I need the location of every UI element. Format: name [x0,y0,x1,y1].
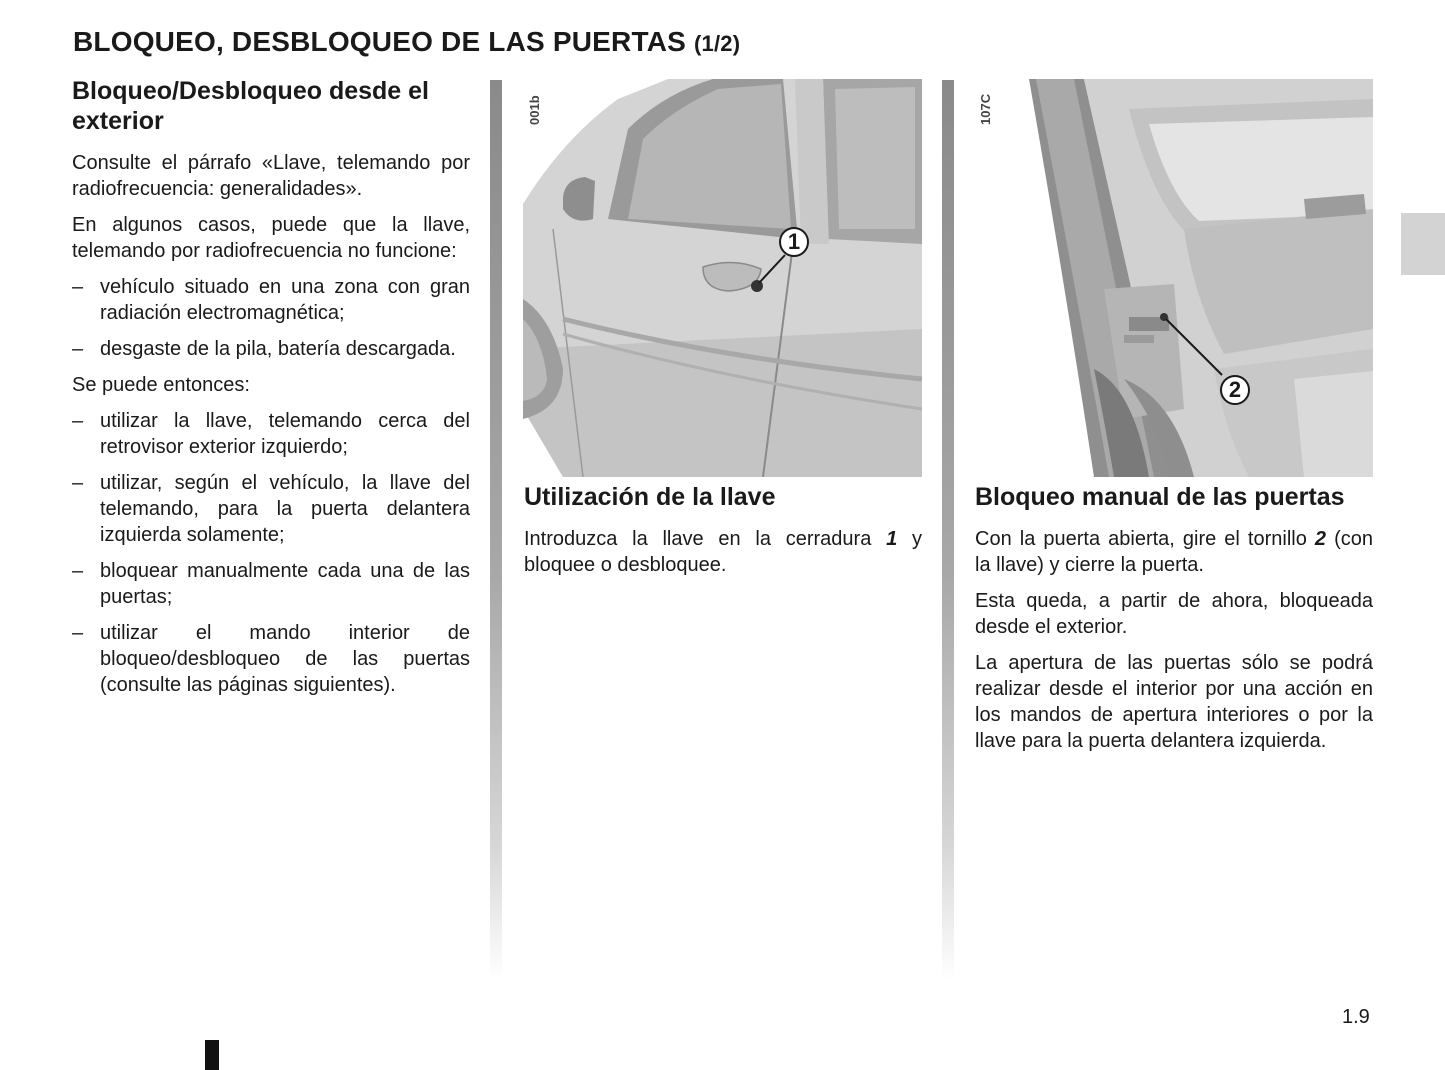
list-item-text: desgaste de la pila, batería descargada. [100,338,456,360]
door-screw-illustration [974,79,1373,477]
paragraph-turn-screw [975,526,1373,578]
figure-code: 107C [978,93,993,125]
text-part: y bloquee o desbloquee. [524,528,923,576]
list-item [72,558,470,610]
list-item [72,408,470,460]
bottom-margin-bar [205,1040,219,1070]
dash-bullet: – [72,560,84,582]
paragraph-locked: Esta queda, a partir de ahora, bloqueada desde el exterior. [975,590,1373,638]
list-item-text: vehículo situado en una zona con gran radiación electromagnética; [100,276,470,324]
list-alternatives [72,408,470,698]
column-divider [490,80,502,980]
figure-car-door-lock [523,79,922,477]
page-title-text: BLOQUEO, DESBLOQUEO DE LAS PUERTAS [73,26,686,57]
dash-bullet: – [72,338,84,360]
paragraph-insert-key [524,526,922,578]
text-part: Introduzca la llave en la cerradura [524,528,887,550]
paragraph-then: Se puede entonces: [72,374,250,396]
list-failure-causes [72,274,470,362]
list-item-text: bloquear manualmente cada una de las puertas; [100,560,470,608]
dash-bullet: – [72,472,84,494]
list-item [72,470,470,548]
text-part: Con la puerta abierta, gire el tornillo [975,528,1315,550]
text-part: (con la llave) y cierre la puerta. [975,528,1373,576]
page-number: 1.9 [1342,1006,1370,1028]
heading-exterior-locking: Bloqueo/Desbloqueo desde el exterior [72,77,429,135]
callout-screw: 2 [1220,375,1250,405]
column-exterior-locking [72,76,470,708]
column-manual-locking [975,482,1373,764]
car-door-illustration [523,79,922,477]
callout-lock: 1 [779,227,809,257]
column-key-use [524,482,922,588]
page-title-suffix: (1/2) [693,31,741,56]
list-item [72,274,470,326]
figure-door-screw [974,79,1373,477]
list-item [72,620,470,698]
dash-bullet: – [72,276,84,298]
dash-bullet: – [72,622,84,644]
paragraph-cases: En algunos casos, puede que la llave, telemando por radiofrecuencia no funcione: [72,214,470,262]
column-divider [942,80,954,980]
paragraph-consult: Consulte el párrafo «Llave, telemando por radiofrecuencia: generalidades». [72,152,470,200]
list-item-text: utilizar, según el vehículo, la llave del telemando, para la puerta delantera izquierda solamente; [100,472,470,546]
paragraph-opening: La apertura de las puertas sólo se podrá realizar desde el interior por una acción en los mandos de apertura interiores o por la llave para la puerta delantera izquierda. [975,652,1373,752]
dash-bullet: – [72,410,84,432]
figure-code: 001b [527,95,542,125]
page-title [73,26,740,58]
section-tab-marker [1401,213,1445,275]
heading-manual-locking: Bloqueo manual de las puertas [975,483,1345,511]
list-item-text: utilizar el mando interior de bloqueo/desbloqueo de las puertas (consulte las páginas siguientes). [100,622,470,696]
list-item [72,336,470,362]
list-item-text: utilizar la llave, telemando cerca del retrovisor exterior izquierdo; [100,410,470,458]
reference-number: 1 [886,528,898,550]
reference-number: 2 [1314,528,1327,550]
heading-key-use: Utilización de la llave [524,483,776,511]
